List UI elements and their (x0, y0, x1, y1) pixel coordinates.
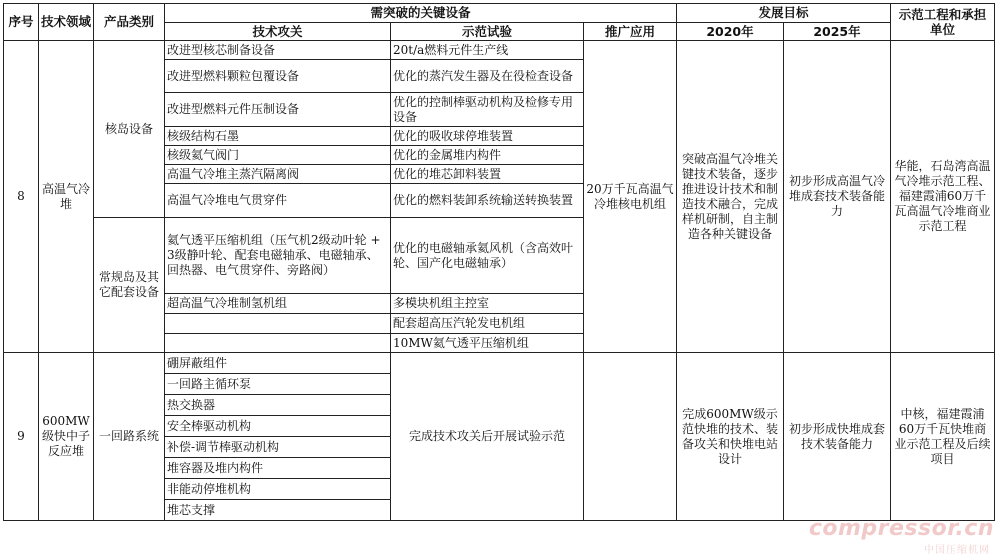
header-seq: 序号 (4, 4, 39, 41)
section8-promo: 20万千瓦高温气冷堆核电机组 (584, 41, 677, 353)
header-2020: 2020年 (677, 22, 784, 41)
section8-target-2025: 初步形成高温气冷堆成套技术装备能力 (784, 41, 891, 353)
table-cell-tech: 改进型燃料元件压制设备 (165, 93, 391, 127)
table-cell-tech: 堆芯支撑 (165, 500, 391, 521)
table-cell-trial: 20t/a燃料元件生产线 (391, 41, 584, 60)
section8-category-conventional: 常规岛及其它配套设备 (94, 218, 165, 353)
table-cell-tech (165, 314, 391, 334)
watermark-logo: compressor.cn (808, 516, 994, 541)
table-cell-tech: 核级结构石墨 (165, 127, 391, 146)
equipment-table (3, 3, 995, 521)
table-cell-trial: 优化的吸收球停堆装置 (391, 127, 584, 146)
section9-field: 600MW级快中子反应堆 (39, 353, 94, 521)
watermark-subtitle: 中国压缩机网 (924, 545, 990, 556)
header-category: 产品类别 (94, 4, 165, 41)
header-field: 技术领域 (39, 4, 94, 41)
section9-seq: 9 (4, 353, 39, 521)
table-cell-tech: 一回路主循环泵 (165, 374, 391, 395)
table-cell-trial: 优化的燃料装卸系统输送转换装置 (391, 184, 584, 218)
table-cell-tech: 超高温气冷堆制氢机组 (165, 294, 391, 314)
table-cell-tech: 改进型燃料颗粒包覆设备 (165, 60, 391, 93)
section8-field: 高温气冷堆 (39, 41, 94, 353)
table-cell-tech: 氦气透平压缩机组（压气机2级动叶轮 + 3级静叶轮、配套电磁轴承、电磁轴承、回热器、电气贯穿件、旁路阀） (165, 218, 391, 294)
header-promo: 推广应用 (584, 22, 677, 41)
header-trial: 示范试验 (391, 22, 584, 41)
header-target-group: 发展目标 (677, 4, 891, 23)
table-cell-tech: 高温气冷堆主蒸汽隔离阀 (165, 165, 391, 184)
section8-category-nuclear: 核岛设备 (94, 41, 165, 218)
table-cell-trial: 优化的控制棒驱动机构及检修专用设备 (391, 93, 584, 127)
table-cell-tech: 硼屏蔽组件 (165, 353, 391, 374)
table-cell-tech: 核级氦气阀门 (165, 146, 391, 165)
section9-trial: 完成技术攻关后开展试验示范 (391, 353, 584, 521)
header-demo: 示范工程和承担单位 (891, 4, 995, 41)
section9-demo: 中核，福建霞浦60万千瓦快堆商业示范工程及后续项目 (891, 353, 995, 521)
section9-target-2020: 完成600MW级示范快堆的技术、装备攻关和快堆电站设计 (677, 353, 784, 521)
table-cell-tech (165, 334, 391, 353)
table-cell-trial: 优化的金属堆内构件 (391, 146, 584, 165)
table-cell-trial: 优化的电磁轴承氦风机（含高效叶轮、国产化电磁轴承） (391, 218, 584, 294)
section9-category: 一回路系统 (94, 353, 165, 521)
section8-target-2020: 突破高温气冷堆关键技术装备，逐步推进设计技术和制造技术融合，完成样机研制，自主制造各种关键设备 (677, 41, 784, 353)
table-cell-tech: 改进型核芯制备设备 (165, 41, 391, 60)
table-cell-tech: 补偿-调节棒驱动机构 (165, 437, 391, 458)
table-cell-trial: 配套超高压汽轮发电机组 (391, 314, 584, 334)
table-cell-trial: 10MW氦气透平压缩机组 (391, 334, 584, 353)
header-2025: 2025年 (784, 22, 891, 41)
table-cell-tech: 安全棒驱动机构 (165, 416, 391, 437)
table-cell-tech: 堆容器及堆内构件 (165, 458, 391, 479)
table-cell-tech: 非能动停堆机构 (165, 479, 391, 500)
section8-demo: 华能，石岛湾高温气冷堆示范工程、福建霞浦60万千瓦高温气冷堆商业示范工程 (891, 41, 995, 353)
header-tech: 技术攻关 (165, 22, 391, 41)
table-cell-tech: 高温气冷堆电气贯穿件 (165, 184, 391, 218)
table-cell-trial: 多模块机组主控室 (391, 294, 584, 314)
section9-promo (584, 353, 677, 521)
watermark (754, 516, 994, 556)
table-cell-trial: 优化的堆芯卸料装置 (391, 165, 584, 184)
section9-target-2025: 初步形成快堆成套技术装备能力 (784, 353, 891, 521)
table-cell-trial: 优化的蒸汽发生器及在役检查设备 (391, 60, 584, 93)
section8-seq: 8 (4, 41, 39, 353)
header-equipment-group: 需突破的关键设备 (165, 4, 677, 23)
table-cell-tech: 热交换器 (165, 395, 391, 416)
